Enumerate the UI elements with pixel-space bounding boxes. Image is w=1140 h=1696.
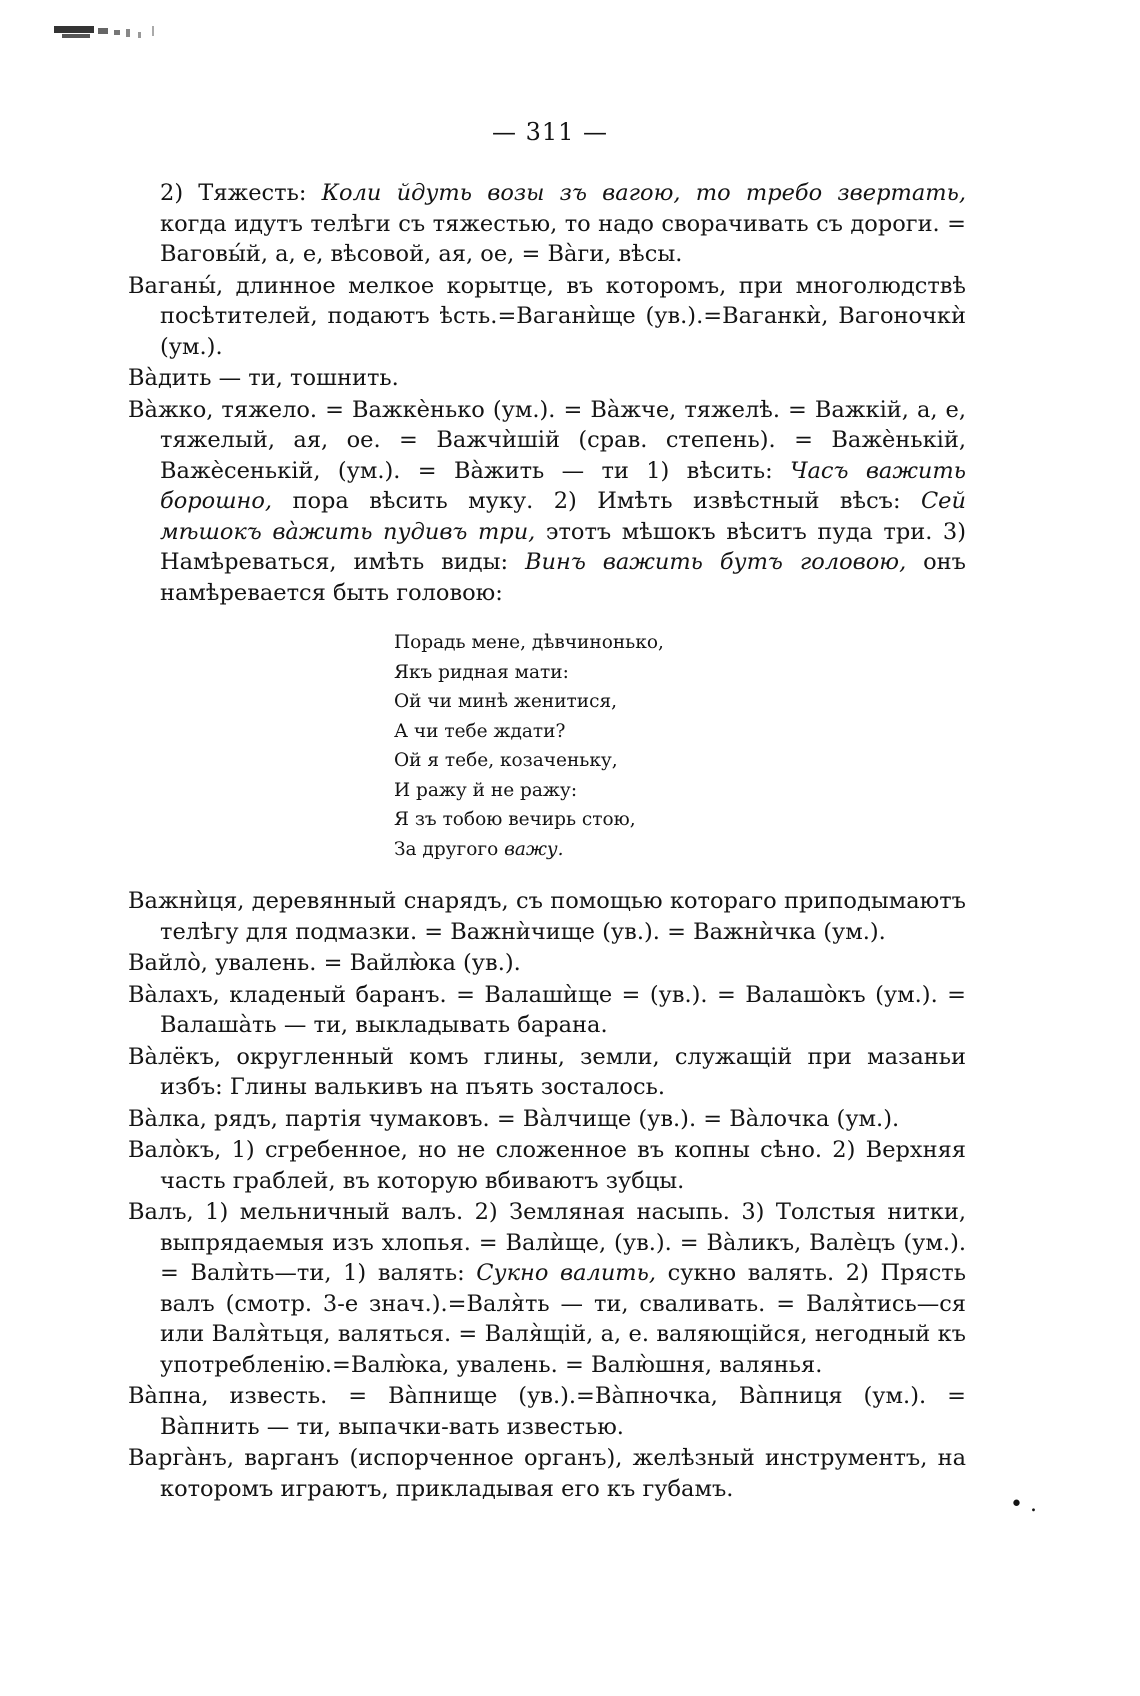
poem-line: Ой чи минѣ женитися,	[394, 691, 618, 712]
page-number: — 311 —	[491, 118, 609, 146]
margin-dots: • .	[1010, 1492, 1037, 1517]
entry-text: сукно валять. 2) Прясть валъ (смотр. 3-е знач.).=Валя̀ть — ти, сваливать. = Валя̀тись—ся или Валя̀тьця, валяться. = Валя̀щій, а, е. валяющійся, негодный къ употребленію.=Валю̀ка, увалень. = Валю̀шня, валянья.	[160, 1260, 966, 1378]
example-italic: Сей мѣшокъ ва̀жить пудивъ три,	[160, 488, 966, 545]
scan-noise-mark	[52, 20, 182, 48]
poem-line: И ражу й не ражу:	[394, 779, 578, 801]
poem-quote	[128, 628, 966, 864]
entry-text: пора вѣсить муку. 2) Имѣть извѣстный вѣсъ:	[272, 488, 921, 514]
entry-valakh: Ва̀лахъ, кладеный баранъ. = Валашѝще = (ув.). = Валашо̀къ (ум.). = Валаша̀ть — ти, выкладывать барана.	[128, 981, 966, 1038]
poem-italic: важу.	[504, 838, 564, 860]
example-italic: Сукно валить,	[476, 1260, 657, 1286]
entry-text: Валъ, 1) мельничный валъ. 2) Земляная насыпь. 3) Толстыя нитки, выпрядаемыя изъ хлопья. = Валѝще, (ув.). = Ва̀ликъ, Валѐцъ (ум.). = Валѝть—ти, 1) валять:	[128, 1199, 966, 1286]
dictionary-text	[128, 178, 966, 1505]
entry-vadit: Ва̀дить — ти, тошнить.	[128, 365, 399, 391]
entry-vapna: Ва̀пна, известь. = Ва̀пнище (ув.).=Ва̀пночка, Ва̀пниця (ум.). = Ва̀пнить — ти, выпачки-вать известью.	[128, 1383, 966, 1440]
example-italic: Часъ важить борошно,	[160, 457, 966, 514]
entry-valka: Ва̀лка, рядъ, партія чумаковъ. = Ва̀лчище (ув.). = Ва̀лочка (ум.).	[128, 1105, 900, 1132]
entry-text: когда идутъ телѣги съ тяжестью, то надо сворачивать съ дороги. = Ваговы́й, а, е, вѣсовой, ая, ое, = Ва̀ги, вѣсы.	[160, 210, 966, 267]
entry-text: 2) Тяжесть:	[160, 180, 322, 206]
entry-text: этотъ мѣшокъ вѣситъ пуда три. 3) Намѣреваться, имѣть виды:	[160, 518, 967, 575]
entry-vagany: Ваганы́, длинное мелкое корытце, въ которомъ, при многолюдствѣ посѣтителей, подаютъ ѣсть.=Ваганѝще (ув.).=Ваганкѝ, Вагоночкѝ (ум.).	[128, 272, 966, 360]
poem-line: А чи тебе ждати?	[394, 720, 566, 742]
entry-text: Ва̀жко, тяжело. = Важкѐнько (ум.). = Ва̀жче, тяжелѣ. = Важкій, а, е, тяжелый, ая, ое. = Важчѝшій (срав. степень). = Важѐнькій, Важѐсенькій, (ум.). = Ва̀жить — ти 1) вѣсить:	[128, 396, 966, 484]
poem-line: Якъ ридная мати:	[394, 661, 569, 683]
poem-line: Ой я тебе, козаченьку,	[394, 750, 618, 771]
entry-text: онъ намѣревается быть головою:	[160, 549, 966, 606]
entry-valyok: Ва̀лёкъ, округленный комъ глины, земли, служащій при мазаньи избъ: Глины валькивъ на пъять зосталось.	[128, 1043, 966, 1100]
entry-vazhnitsya: Важнѝця, деревянный снарядъ, съ помощью котораго приподымаютъ телѣгу для подмазки. = Важнѝчище (ув.). = Важнѝчка (ум.).	[128, 888, 966, 945]
entry-vargan: Варга̀нъ, варганъ (испорченное органъ), желѣзный инструментъ, на которомъ играютъ, прикладывая его къ губамъ.	[128, 1445, 966, 1502]
entry-vazhko	[128, 395, 966, 609]
example-italic: Коли йдуть возы зъ вагою, то требо звертать,	[321, 180, 966, 206]
entry-vaylo: Вайло̀, увалень. = Вайлю̀ка (ув.).	[128, 950, 521, 976]
entry-val	[128, 1197, 966, 1380]
entry-valok: Вало̀къ, 1) сгребенное, но не сложенное въ копны сѣно. 2) Верхняя часть граблей, въ которую вбиваютъ зубцы.	[128, 1137, 966, 1194]
poem-line	[394, 835, 966, 865]
entry-tyazhest	[128, 178, 966, 270]
poem-line: Я зъ тобою вечирь стою,	[394, 809, 636, 830]
example-italic: Винъ важить бутъ головою,	[525, 549, 907, 575]
poem-line: Порадь мене, дѣвчинонько,	[394, 632, 664, 653]
poem-text: За другого	[394, 838, 505, 860]
